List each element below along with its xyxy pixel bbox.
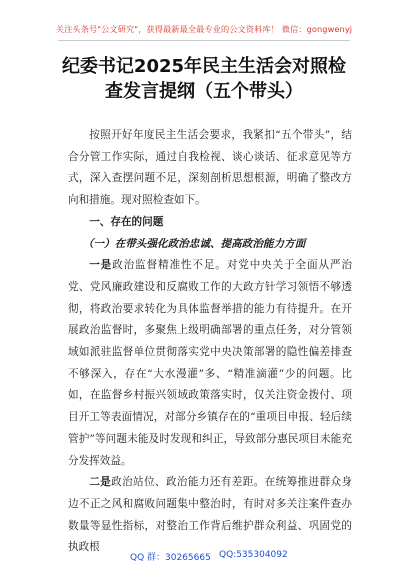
header-divider bbox=[58, 40, 350, 41]
document-body bbox=[68, 125, 352, 559]
subsection-heading: （一）在带头强化政治忠诚、提高政治能力方面 bbox=[82, 237, 306, 250]
header-notice: 关注头条号"公文研究"，获得最新最全最专业的公文资料库！ 微信：gongwenyj bbox=[55, 24, 353, 34]
paragraph-2 bbox=[68, 472, 352, 559]
paragraph-2-text: 政治站位、政治能力还有差距。在统筹推进群众身边不正之风和腐败问题集中整治时，有时对多关注案件查办数量等显性指标，对整治工作背后维护群众利益、巩固党的执政根 bbox=[68, 476, 353, 554]
paragraph-2-lead: 二是 bbox=[89, 476, 112, 489]
footer-qq-contact: QQ:535304092 bbox=[219, 550, 288, 560]
document-title: 纪委书记2025年民主生活会对照检查发言提纲（五个带头） bbox=[61, 56, 347, 102]
paragraph-1-lead: 一是 bbox=[89, 259, 113, 272]
paragraph-1 bbox=[68, 255, 352, 472]
footer-qq-group: QQ 群：30265665 bbox=[130, 553, 211, 563]
section-heading: 一、存在的问题 bbox=[89, 215, 164, 228]
paragraph-1-text: 政治监督精准性不足。对党中央关于全面从严治党、党风廉政建设和反腐败工作的大政方针学习领悟不够透彻，将政治要求转化为具体监督举措的能力有待提升。在开展政治监督时，多聚焦上级明确部署的重点任务，对分管领域如派驻监督单位贯彻落实党中央决策部署的隐性偏差排查不够深入，存在“大水漫灌”多、“精准滴灌”少的问题。比如，在监督乡村振兴领域政策落实时，仅关注资金拨付、项目开工等表面情况，对部分乡镇存在的“重项目申报、轻后续管护”等问题未能及时发现和纠正，导致部分惠民项目未能充分发挥效益。 bbox=[68, 259, 353, 467]
intro-paragraph: 按照开好年度民主生活会要求，我紧扣“五个带头”，结合分管工作实际，通过自我检视、谈心谈话、征求意见等方式，深入查摆问题不足，深刻剖析思想根源，明确了整改方向和措施。现对照检查如下。 bbox=[68, 129, 352, 207]
